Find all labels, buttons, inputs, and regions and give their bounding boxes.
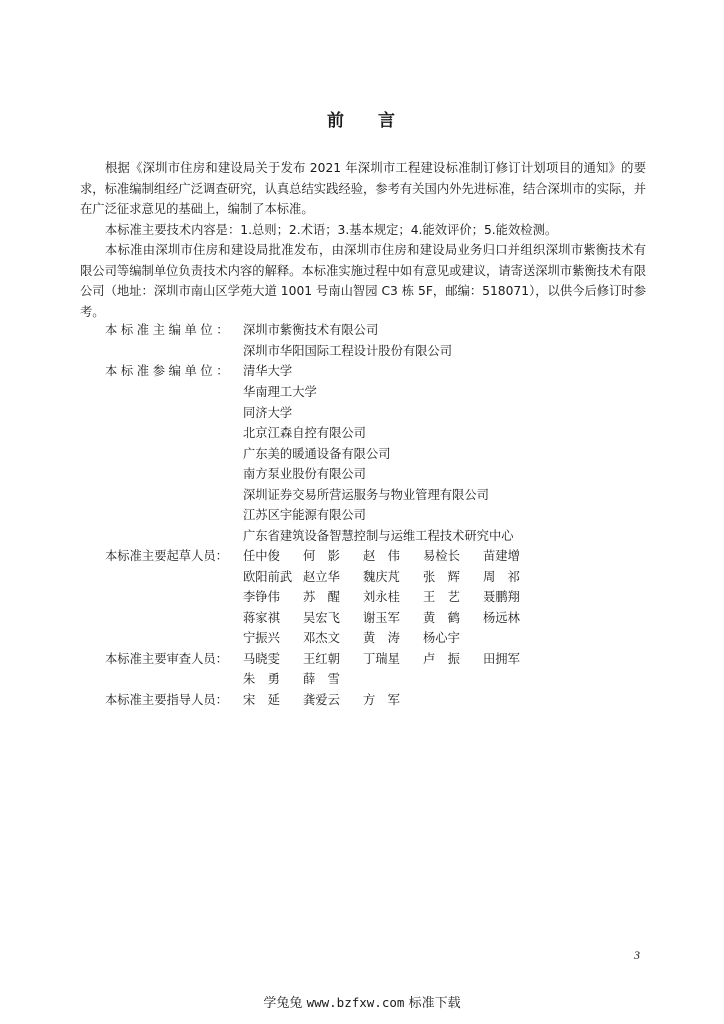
- page-title: [0, 106, 724, 131]
- reviewer-name: 朱 勇: [243, 672, 280, 686]
- participating-unit-item: 南方泵业股份有限公司: [243, 467, 366, 481]
- footer-watermark: [0, 992, 724, 1011]
- drafter-name: 苏 醒: [303, 590, 340, 604]
- participating-unit-item: 同济大学: [243, 406, 293, 420]
- drafter-name: 欧阳前武: [243, 570, 293, 584]
- footer-brand: 学兔兔: [263, 996, 303, 1011]
- drafter-name: 谢玉军: [363, 611, 400, 625]
- drafter-name: 苗建增: [483, 549, 520, 563]
- participating-unit-item: 广东美的暖通设备有限公司: [243, 447, 391, 461]
- drafter-name: 蒋家祺: [243, 611, 280, 625]
- drafter-name: 周 祁: [483, 570, 520, 584]
- reviewer-name: 马晓雯: [243, 652, 280, 666]
- drafter-name: 宁振兴: [243, 631, 280, 645]
- footer-caption: 标准下载: [408, 996, 461, 1011]
- drafter-name: 张 辉: [423, 570, 460, 584]
- guide-name: 龚爱云: [303, 693, 340, 707]
- participating-unit-item: 广东省建筑设备智慧控制与运维工程技术研究中心: [243, 529, 514, 543]
- drafter-name: 王 艺: [423, 590, 460, 604]
- drafter-name: 杨远林: [483, 611, 520, 625]
- page-number: 3: [634, 948, 640, 962]
- drafter-name: 黄 鹤: [423, 611, 460, 625]
- drafter-name: 杨心宇: [423, 631, 460, 645]
- chief-unit-item: 深圳市紫衡技术有限公司: [243, 323, 379, 337]
- guides-label: 本标准主要指导人员：: [105, 693, 228, 707]
- chief-units-label: 本标准主编单位：: [105, 323, 233, 337]
- drafter-name: 聂鹏翔: [483, 590, 520, 604]
- guide-name: 宋 延: [243, 693, 280, 707]
- title-char-right: 言: [378, 111, 397, 131]
- participating-units-label: 本标准参编单位：: [105, 364, 233, 378]
- drafter-name: 邓杰文: [303, 631, 340, 645]
- guide-name: 方 军: [363, 693, 400, 707]
- drafter-name: 吴宏飞: [303, 611, 340, 625]
- paragraph-basis: 根据《深圳市住房和建设局关于发布 2021 年深圳市工程建设标准制订修订计划项目的通知》的要求，标准编制组经广泛调查研究，认真总结实践经验，参考有关国内外先进标准，结合深圳市的实际，并在广泛征求意见的基础上，编制了本标准。: [80, 161, 646, 217]
- chief-unit-item: 深圳市华阳国际工程设计股份有限公司: [243, 344, 453, 358]
- participating-unit-item: 江苏区宇能源有限公司: [243, 508, 366, 522]
- drafter-name: 李铮伟: [243, 590, 280, 604]
- drafter-name: 易检长: [423, 549, 460, 563]
- drafter-name: 赵立华: [303, 570, 340, 584]
- drafter-name: 何 影: [303, 549, 340, 563]
- reviewer-name: 王红朝: [303, 652, 340, 666]
- reviewer-name: 卢 振: [423, 652, 460, 666]
- reviewers-label: 本标准主要审查人员：: [105, 652, 228, 666]
- paragraph-approval: 本标准由深圳市住房和建设局批准发布，由深圳市住房和建设局业务归口并组织深圳市紫衡技术有限公司等编制单位负责技术内容的解释。本标准实施过程中如有意见或建议，请寄送深圳市紫衡技术有限公司（地址：深圳市南山区学苑大道 1001 号南山智园 C3 栋 5F，邮编：518071），以供今后修订时参考。: [80, 243, 646, 319]
- reviewer-name: 田拥军: [483, 652, 520, 666]
- participating-unit-item: 清华大学: [243, 364, 293, 378]
- participating-unit-item: 华南理工大学: [243, 385, 317, 399]
- drafter-name: 刘永桂: [363, 590, 400, 604]
- drafter-name: 任中俊: [243, 549, 280, 563]
- drafters-label: 本标准主要起草人员：: [105, 549, 228, 563]
- drafter-name: 黄 涛: [363, 631, 400, 645]
- title-char-left: 前: [327, 111, 346, 131]
- footer-site-link[interactable]: www.bzfxw.com: [306, 995, 405, 1010]
- drafter-name: 魏庆芃: [363, 570, 400, 584]
- drafter-name: 赵 伟: [363, 549, 400, 563]
- reviewer-name: 薛 雪: [303, 672, 340, 686]
- participating-unit-item: 北京江森自控有限公司: [243, 426, 366, 440]
- participating-unit-item: 深圳证券交易所营运服务与物业管理有限公司: [243, 488, 489, 502]
- paragraph-content: 本标准主要技术内容是：1.总则；2.术语；3.基本规定；4.能效评价；5.能效检测。: [105, 223, 558, 237]
- reviewer-name: 丁瑞星: [363, 652, 400, 666]
